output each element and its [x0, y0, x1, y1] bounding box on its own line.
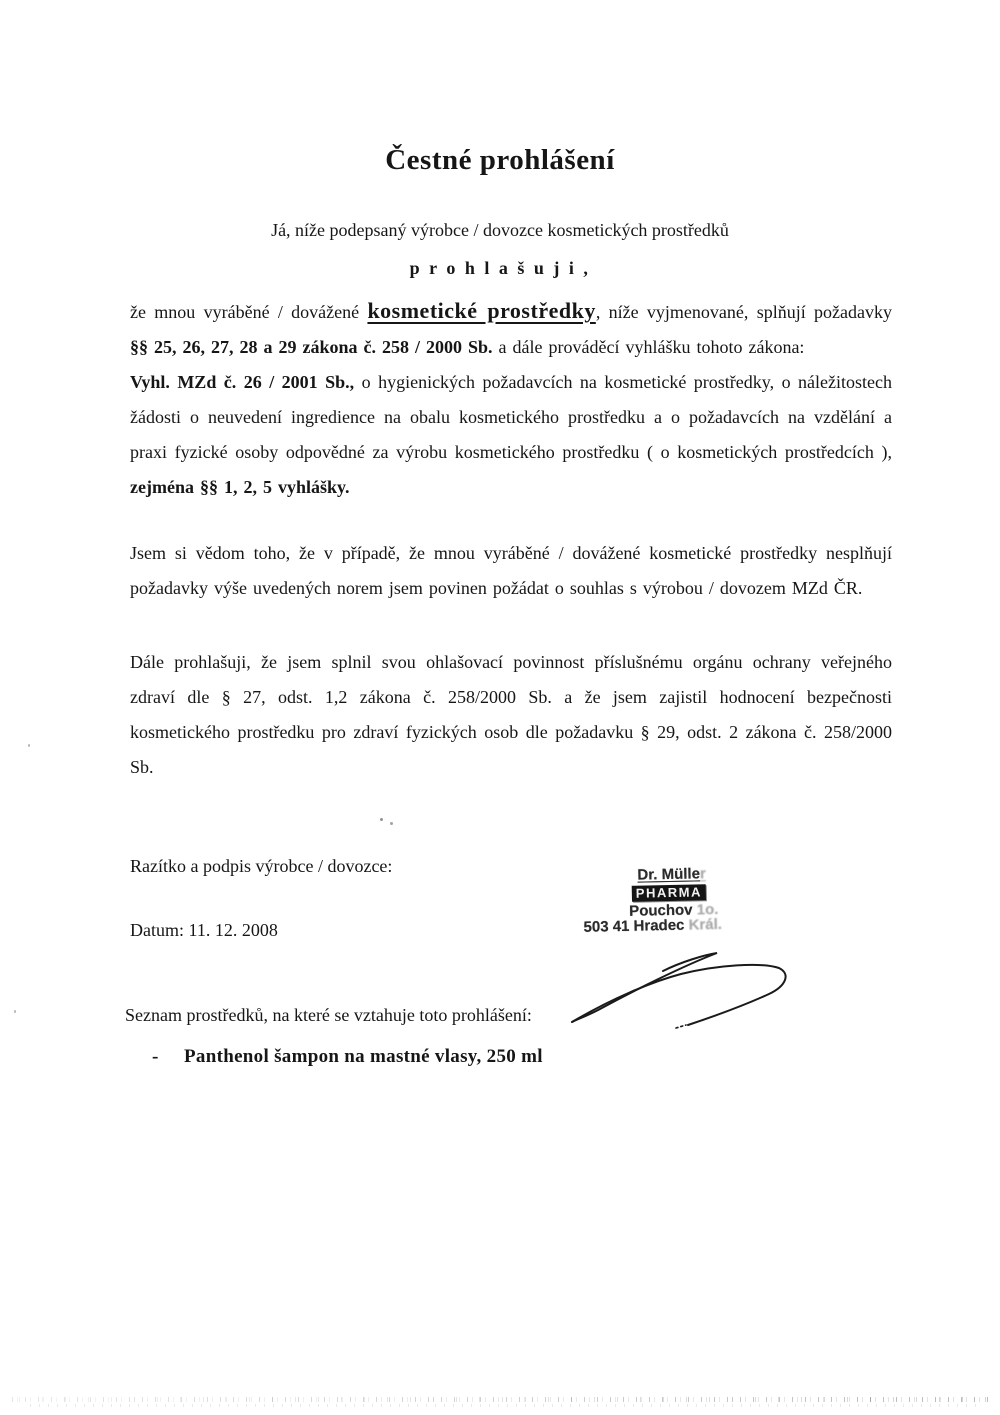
para1-key-phrase: kosmetické prostředky: [367, 298, 596, 323]
declaration-word: p r o h l a š u j i ,: [409, 258, 591, 278]
product-list-intro: Seznam prostředků, na které se vztahuje toto prohlášení:: [125, 1005, 532, 1025]
scan-speck: [380, 818, 383, 821]
stamp-brand-box: PHARMA: [632, 884, 706, 902]
scan-speck: [14, 1010, 16, 1013]
para1-text-a5: a dále prováděcí vyhlášku tohoto zákona:: [492, 337, 805, 357]
list-item-dash: -: [152, 1046, 159, 1067]
para1-text-a3: , níže vyjmenované, splňují požadavky: [595, 302, 892, 322]
document-title: Čestné prohlášení: [385, 144, 615, 176]
paragraph-awareness: Jsem si vědom toho, že v případě, že mnou vyráběné / dovážené kosmetické prostředky nesplňují požadavky výše uvedených norem jsem povinen požádat o souhlas s výrobou / dovozem MZd ČR.: [130, 543, 892, 598]
para1-sections-reference: zejména §§ 1, 2, 5 vyhlášky.: [130, 477, 350, 497]
stamp-name-line: [637, 865, 757, 883]
para1-text-a1: že mnou vyráběné / dovážené: [130, 302, 368, 322]
stamp-city-line: [583, 916, 758, 935]
stamp-city-faded: Král.: [684, 916, 723, 935]
handwritten-signature: [555, 945, 805, 1035]
stamp-street: Pouchov: [629, 901, 693, 920]
para1-decree-reference: Vyhl. MZd č. 26 / 2001 Sb.,: [130, 372, 355, 392]
paragraph-legal-requirements: [130, 293, 892, 505]
scan-artifact-line: [12, 1397, 988, 1402]
intro-line: Já, níže podepsaný výrobce / dovozce kosmetických prostředků: [271, 220, 729, 240]
stamp-signature-label: Razítko a podpis výrobce / dovozce:: [130, 856, 393, 876]
company-stamp: [582, 865, 758, 936]
date-line: Datum: 11. 12. 2008: [130, 920, 278, 940]
stamp-name: Dr. Mülle: [637, 865, 701, 884]
paragraph-notification: Dále prohlašuji, že jsem splnil svou ohlašovací povinnost příslušnému orgánu ochrany veřejného zdraví dle § 27, odst. 1,2 zákona č. 258/2000 Sb. a že jsem zajistil hodnocení bezpečnosti kosmetického prostředku pro zdraví fyzických osob dle požadavku § 29, odst. 2 zákona č. 258/2000 Sb.: [130, 652, 892, 777]
stamp-city: 503 41 Hradec: [583, 917, 685, 937]
para1-law-reference: §§ 25, 26, 27, 28 a 29 zákona č. 258 / 2000 Sb.: [130, 337, 493, 357]
stamp-name-faded: r: [699, 865, 706, 883]
list-item: [152, 1046, 543, 1068]
para1-text-b2: o hygienických požadavcích na kosmetické prostředky, o náležitostech žádosti o neuvedení ingredience na obalu kosmetického prostředku a o požadavcích na vzdělání a praxi fyzické osoby odpovědné za výrobu kosmetického prostředku ( o kosmetických prostředcích ),: [130, 372, 892, 462]
scan-speck: [28, 744, 30, 747]
scan-artifact-line-secondary: [30, 1404, 980, 1407]
stamp-street-faded: 1o.: [692, 900, 719, 919]
list-item-text: Panthenol šampon na mastné vlasy, 250 ml: [184, 1046, 543, 1067]
